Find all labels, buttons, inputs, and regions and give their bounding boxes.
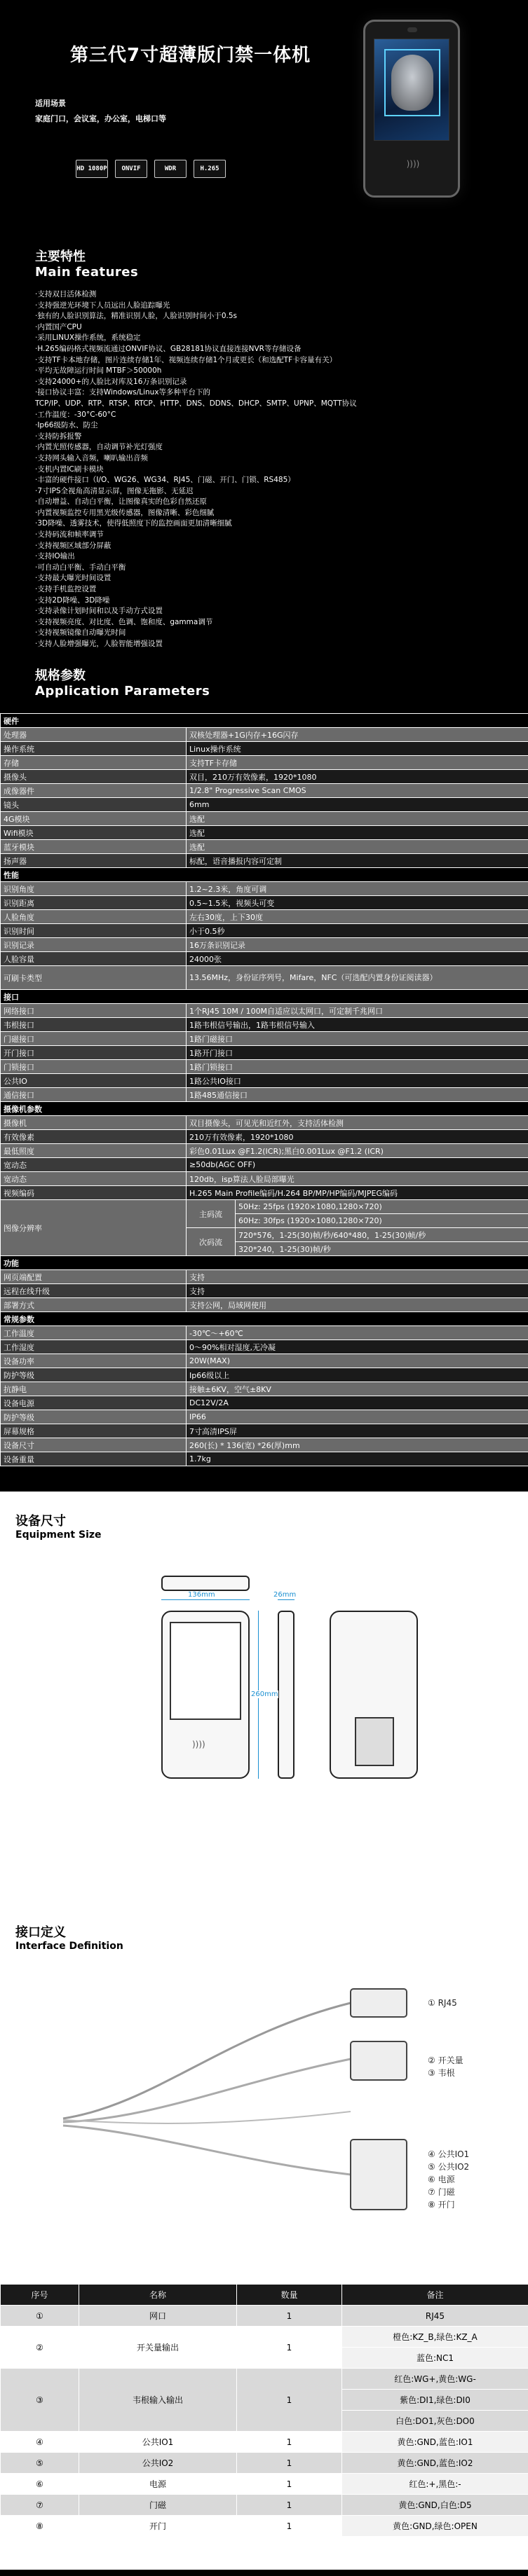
spec-key: 4G模块: [1, 812, 187, 826]
port-notes-cell: 黄色:GND,绿色:OPEN: [342, 2516, 528, 2537]
spec-value: 1/2.8" Progressive Scan CMOS: [187, 784, 528, 798]
hero-title: 第三代7寸超薄版门禁一体机: [70, 45, 311, 66]
spec-key: 设备重量: [1, 1452, 187, 1466]
feature-item: ·支持视频镜像自动曝光时间: [35, 628, 126, 638]
spec-row: [1, 1410, 528, 1424]
spec-key: 操作系统: [1, 742, 187, 756]
spec-value: 1路公共IO接口: [187, 1074, 528, 1088]
spec-value: 支持TF卡存储: [187, 756, 528, 770]
spec-value: H.265 Main Profile编码/H.264 BP/MP/HP编码/MJPEG编码: [187, 1186, 528, 1200]
spec-category-label: 功能: [1, 1256, 528, 1270]
port-row: [1, 2432, 528, 2453]
feature-item: ·自动增益、自动白平衡，让图像真实的色彩自然还原: [35, 497, 207, 507]
port-name-cell: 公共IO2: [79, 2453, 237, 2474]
feature-item: ·支持码流和帧率调节: [35, 530, 104, 539]
hd-1080p-badge: HD 1080P: [76, 160, 108, 178]
spec-row: [1, 952, 528, 966]
spec-row: [1, 1144, 528, 1158]
spec-key: 通信接口: [1, 1088, 187, 1102]
port-no-cell: ④: [1, 2432, 79, 2453]
spec-row: [1, 1060, 528, 1074]
spec-key: 识别角度: [1, 882, 187, 896]
spec-value: 1路韦根信号输出，1路韦根信号输入: [187, 1018, 528, 1032]
spec-row: [1, 1340, 528, 1354]
spec-row: [1, 1088, 528, 1102]
spec-row: [1, 1186, 528, 1200]
port-qty-cell: 1: [237, 2369, 342, 2432]
spec-category-row: [1, 1312, 528, 1326]
spec-row: [1, 1452, 528, 1466]
height-dimension-label: 260mm: [251, 1690, 278, 1698]
spec-value: 0～90%相对湿度,无冷凝: [187, 1340, 528, 1354]
spec-value: 双核处理器+1G内存+16G闪存: [187, 728, 528, 742]
spec-row: [1, 896, 528, 910]
spec-sub-key: 次码流: [187, 1228, 236, 1256]
spec-row: [1, 1284, 528, 1298]
feature-item: ·支持手机监控设置: [35, 585, 97, 594]
spec-row: [1, 1354, 528, 1368]
port-notes-cell: 黄色:GND,白色:D5: [342, 2495, 528, 2516]
port-qty-cell: 1: [237, 2495, 342, 2516]
spec-category-row: [1, 868, 528, 882]
spec-key: 门锁接口: [1, 1060, 187, 1074]
spec-key: 存储: [1, 756, 187, 770]
feature-item: ·支持强逆光环境下人员远出人脸追踪曝光: [35, 301, 170, 310]
port-header-cell: 序号: [1, 2285, 79, 2306]
feature-item: ·独有的人脸识别算法，精准识别人脸，人脸识别时间小于0.5s: [35, 312, 238, 321]
spec-category-row: [1, 1102, 528, 1116]
specs-header: [0, 657, 528, 713]
spec-key: 蓝牙模块: [1, 840, 187, 854]
interface-cable-diagram: [49, 1964, 484, 2245]
spec-key: 有效像素: [1, 1130, 187, 1144]
spec-row: [1, 1116, 528, 1130]
feature-item: ·支持视频亮度、对比度、色调、饱和度、gamma调节: [35, 617, 213, 626]
spec-row: [1, 882, 528, 896]
dimensions-title-en: Equipment Size: [15, 1529, 102, 1541]
front-view-outline: [161, 1611, 250, 1779]
spec-key: 抗静电: [1, 1382, 187, 1396]
spec-key: 识别距离: [1, 896, 187, 910]
onvif-badge: ONVIF: [115, 160, 147, 178]
feature-item: ·可自动白平衡、手动白平衡: [35, 563, 126, 572]
feature-item: ·工作温度：-30°C-60°C: [35, 410, 116, 419]
port-header-cell: 备注: [342, 2285, 528, 2306]
feature-item: ·接口协议丰富：支持Windows/Linux等多种平台下的: [35, 388, 211, 397]
port-name-cell: 韦根输入输出: [79, 2369, 237, 2432]
port-no-cell: ①: [1, 2306, 79, 2327]
spec-value: 1.2~2.3米，角度可调: [187, 882, 528, 896]
feature-item: ·支机内置IC刷卡模块: [35, 464, 104, 474]
spec-category-row: [1, 714, 528, 728]
spec-value: 支持: [187, 1270, 528, 1284]
specs-table: [0, 713, 528, 1466]
spec-category-label: 常规参数: [1, 1312, 528, 1326]
feature-item: ·内置视频监控专用黑光级传感器，图像清晰、彩色细腻: [35, 508, 215, 517]
spec-row: [1, 798, 528, 812]
feature-item: ·支持24000+的人脸比对库及16万条识别记录: [35, 377, 187, 386]
spec-value: 13.56MHz，身份证序列号，Mifare，NFC（可选配内置身份证阅读器）: [187, 966, 528, 990]
spec-value: 1路门锁接口: [187, 1060, 528, 1074]
spec-row: [1, 812, 528, 826]
feature-item: ·支持双目活体检测: [35, 290, 97, 298]
feature-item: ·支持IO输出: [35, 552, 75, 561]
feature-item: ·采用LINUX操作系统，系统稳定: [35, 333, 141, 343]
spec-key: 可刷卡类型: [1, 966, 187, 990]
spec-value: -30℃～+60℃: [187, 1326, 528, 1340]
feature-badges: [76, 160, 226, 178]
spec-category-label: 硬件: [1, 714, 528, 728]
port-row: [1, 2453, 528, 2474]
spec-row: [1, 854, 528, 868]
spec-value: 24000张: [187, 952, 528, 966]
feature-item: ·7寸IPS全视角高清显示屏，图像无拖影、无延迟: [35, 486, 194, 495]
interface-label-rj45: ① RJ45: [428, 1998, 457, 2008]
spec-key: 镜头: [1, 798, 187, 812]
interface-section: [0, 1908, 528, 2281]
spec-category-row: [1, 990, 528, 1004]
spec-value: Ip66级以上: [187, 1368, 528, 1382]
spec-value: 720*576，1-25(30)帧/秒/640*480，1-25(30)帧/秒: [236, 1228, 528, 1242]
spec-key: 工作温度: [1, 1326, 187, 1340]
spec-key: 远程在线升级: [1, 1284, 187, 1298]
spec-row: [1, 1438, 528, 1452]
spec-value: 1路485通信接口: [187, 1088, 528, 1102]
spec-row: [1, 1396, 528, 1410]
depth-dimension-label: 26mm: [273, 1591, 297, 1599]
interface-title-en: Interface Definition: [15, 1941, 123, 1952]
port-definition-table: [0, 2284, 528, 2537]
spec-value: 120db，isp算法人脸局部曝光: [187, 1172, 528, 1186]
width-dimension-label: 136mm: [188, 1591, 215, 1599]
spec-sub-key: 主码流: [187, 1200, 236, 1228]
h265-badge: H.265: [194, 160, 226, 178]
spec-category-label: 性能: [1, 868, 528, 882]
spec-value: 彩色0.01Lux @F1.2(ICR);黑白0.001Lux @F1.2 (ICR): [187, 1144, 528, 1158]
port-no-cell: ③: [1, 2369, 79, 2432]
feature-item: ·平均无故障运行时间 MTBF＞50000h: [35, 366, 162, 376]
interface-label-door-open: ⑧ 开门: [428, 2200, 455, 2210]
spec-row: [1, 1298, 528, 1312]
spec-key: 工作湿度: [1, 1340, 187, 1354]
spec-value: 1路门磁接口: [187, 1032, 528, 1046]
feature-item: ·内置光照传感器，自动调节补光灯强度: [35, 443, 163, 452]
spec-key: 识别记录: [1, 938, 187, 952]
spec-category-label: 接口: [1, 990, 528, 1004]
spec-row: [1, 1004, 528, 1018]
port-qty-cell: 1: [237, 2516, 342, 2537]
spec-row: [1, 1158, 528, 1172]
spec-key: 防护等级: [1, 1410, 187, 1424]
feature-item: ·支持TF卡本地存储，图片连续存储1年、视频连续存储1个月或更长（和选配TF卡容量有关）: [35, 355, 337, 364]
top-view-outline: [161, 1576, 250, 1591]
spec-key: 宽动态: [1, 1172, 187, 1186]
port-notes-cell: 红色:+,黑色:-: [342, 2474, 528, 2495]
spec-value: 0.5~1.5米，视频头可变: [187, 896, 528, 910]
spec-value: 1个RJ45 10M / 100M自适应以太网口，可定制千兆网口: [187, 1004, 528, 1018]
features-list: [35, 289, 528, 650]
spec-key: 图像分辨率: [1, 1200, 187, 1256]
features-title-cn: 主要特性: [35, 249, 86, 264]
spec-row: [1, 910, 528, 924]
interface-label-power: ⑥ 电源: [428, 2175, 455, 2184]
feature-item: ·丰富的硬件接口（I/O、WG26、WG34、RJ45、门磁、开门、门锁、RS485）: [35, 476, 295, 485]
spec-key: Wifi模块: [1, 826, 187, 840]
feature-item: ·支持录像计划时间和以及手动方式设置: [35, 607, 163, 616]
nfc-icon: )))): [192, 1740, 205, 1749]
spec-value: 7寸高清IPS屏: [187, 1424, 528, 1438]
nfc-icon: )))): [406, 159, 420, 169]
spec-value: 小于0.5秒: [187, 924, 528, 938]
feature-item: ·内置国产CPU: [35, 322, 82, 331]
port-no-cell: ⑥: [1, 2474, 79, 2495]
spec-value: 20W(MAX): [187, 1354, 528, 1368]
spec-value: 标配，语音播报内容可定制: [187, 854, 528, 868]
spec-value: 6mm: [187, 798, 528, 812]
port-notes-cell: RJ45: [342, 2306, 528, 2327]
spec-key: 最低照度: [1, 1144, 187, 1158]
spec-key: 韦根接口: [1, 1018, 187, 1032]
spec-value: 320*240，1-25(30)帧/秒: [236, 1242, 528, 1256]
spec-row: [1, 1368, 528, 1382]
feature-item: ·支持防拆报警: [35, 432, 82, 441]
port-no-cell: ⑤: [1, 2453, 79, 2474]
spec-key: 防护等级: [1, 1368, 187, 1382]
spec-category-row: [1, 1256, 528, 1270]
spec-row: [1, 1424, 528, 1438]
spec-key: 公共IO: [1, 1074, 187, 1088]
spec-key: 识别时间: [1, 924, 187, 938]
spec-value: 左右30度，上下30度: [187, 910, 528, 924]
feature-item: ·支持视频区域部分屏蔽: [35, 541, 111, 550]
spec-row: [1, 840, 528, 854]
spec-key: 屏幕规格: [1, 1424, 187, 1438]
port-qty-cell: 1: [237, 2327, 342, 2369]
port-row: [1, 2474, 528, 2495]
spec-value: 16万条识别记录: [187, 938, 528, 952]
port-name-cell: 网口: [79, 2306, 237, 2327]
port-row: [1, 2306, 528, 2327]
port-notes-cell: 橙色:KZ_B,绿色:KZ_A: [342, 2327, 528, 2348]
spec-key: 视频编码: [1, 1186, 187, 1200]
port-notes-cell: 黄色:GND,蓝色:IO1: [342, 2432, 528, 2453]
hero-section: [0, 0, 528, 209]
spec-row: [1, 938, 528, 952]
port-no-cell: ②: [1, 2327, 79, 2369]
spec-key: 人脸容量: [1, 952, 187, 966]
port-table-section: [0, 2281, 528, 2570]
port-name-cell: 公共IO1: [79, 2432, 237, 2453]
spec-value: 260(长) * 136(宽) *26(厚)mm: [187, 1438, 528, 1452]
port-row: [1, 2495, 528, 2516]
port-row: [1, 2516, 528, 2537]
port-row: [1, 2327, 528, 2348]
spec-key: 门磁接口: [1, 1032, 187, 1046]
port-qty-cell: 1: [237, 2474, 342, 2495]
spec-value: 210万有效像素，1920*1080: [187, 1130, 528, 1144]
spec-value: 60Hz: 30fps (1920×1080,1280×720): [236, 1214, 528, 1228]
feature-item: ·支持最大曝光时间设置: [35, 574, 111, 583]
port-row: [1, 2369, 528, 2390]
port-qty-cell: 1: [237, 2432, 342, 2453]
face-icon: [391, 55, 433, 111]
feature-item: ·H.265编码格式视频流通过ONVIF协议、GB28181协议直接连接NVR等存储设备: [35, 344, 302, 353]
specs-title-en: Application Parameters: [35, 684, 210, 698]
spec-key: 摄像头: [1, 770, 187, 784]
spec-row: [1, 742, 528, 756]
feature-item: ·支持人脸增强曝光，人脸智能增强设置: [35, 640, 163, 648]
device-product-image: [363, 20, 460, 198]
side-view-outline: [278, 1611, 295, 1779]
interface-title-cn: 接口定义: [15, 1925, 66, 1940]
port-header-cell: 数量: [237, 2285, 342, 2306]
port-name-cell: 门磁: [79, 2495, 237, 2516]
spec-row: [1, 826, 528, 840]
feature-item: ·支持2D降噪、3D降噪: [35, 595, 110, 605]
spec-value: 50Hz: 25fps (1920×1080,1280×720): [236, 1200, 528, 1214]
spec-row: [1, 1200, 528, 1214]
camera-lens-icon: [407, 27, 417, 32]
port-notes-cell: 黄色:GND,蓝色:IO2: [342, 2453, 528, 2474]
port-qty-cell: 1: [237, 2453, 342, 2474]
spec-value: 选配: [187, 840, 528, 854]
interface-label-wiegand: ③ 韦根: [428, 2068, 455, 2078]
spec-value: 1路开门接口: [187, 1046, 528, 1060]
features-title-en: Main features: [35, 265, 139, 280]
interface-label-door-sensor: ⑦ 门磁: [428, 2187, 455, 2197]
spec-value: 选配: [187, 826, 528, 840]
spec-key: 扬声器: [1, 854, 187, 868]
feature-item: ·Ip66级防水、防尘: [35, 421, 98, 430]
spec-key: 设备功率: [1, 1354, 187, 1368]
port-no-cell: ⑧: [1, 2516, 79, 2537]
spec-value: ≥50db(AGC OFF): [187, 1158, 528, 1172]
features-section: [0, 209, 528, 657]
port-notes-cell: 白色:DO1,灰色:DO0: [342, 2411, 528, 2432]
spec-key: 设备电源: [1, 1396, 187, 1410]
spec-row: [1, 1382, 528, 1396]
dimensions-section: [0, 1492, 528, 1908]
spec-key: 处理器: [1, 728, 187, 742]
spec-row: [1, 728, 528, 742]
spec-key: 摄像机: [1, 1116, 187, 1130]
port-notes-cell: 红色:WG+,黄色:WG-: [342, 2369, 528, 2390]
scene-label: 适用场景: [35, 99, 66, 108]
spec-row: [1, 1130, 528, 1144]
device-screen: [374, 39, 449, 141]
spec-key: 部署方式: [1, 1298, 187, 1312]
spec-key: 网络接口: [1, 1004, 187, 1018]
spec-key: 宽动态: [1, 1158, 187, 1172]
port-qty-cell: 1: [237, 2306, 342, 2327]
spec-value: 1.7kg: [187, 1452, 528, 1466]
spec-row: [1, 1046, 528, 1060]
port-table-header: [1, 2285, 528, 2306]
port-header-cell: 名称: [79, 2285, 237, 2306]
port-no-cell: ⑦: [1, 2495, 79, 2516]
specs-title-cn: 规格参数: [35, 668, 86, 683]
spec-row: [1, 1074, 528, 1088]
spec-value: 选配: [187, 812, 528, 826]
spec-value: 双目，210万有效像素，1920*1080: [187, 770, 528, 784]
spec-value: 支持公网，局域网使用: [187, 1298, 528, 1312]
spec-row: [1, 924, 528, 938]
spec-key: 人脸角度: [1, 910, 187, 924]
spec-key: 开门接口: [1, 1046, 187, 1060]
spec-row: [1, 1018, 528, 1032]
interface-label-io1: ④ 公共IO1: [428, 2149, 470, 2159]
feature-item: ·支持网头输入音频，喇叭输出音频: [35, 453, 148, 462]
spec-key: 网页端配置: [1, 1270, 187, 1284]
dimensions-title-cn: 设备尺寸: [15, 1514, 66, 1529]
feature-item: ·3D降噪、透雾技术，使得低照度下的监控画面更加清晰细腻: [35, 519, 232, 528]
port-name-cell: 开关量输出: [79, 2327, 237, 2369]
spec-row: [1, 1270, 528, 1284]
interface-label-switch: ② 开关量: [428, 2055, 463, 2065]
spec-value: 支持: [187, 1284, 528, 1298]
wdr-badge: WDR: [154, 160, 187, 178]
feature-item: TCP/IP、UDP、RTP、RTSP、RTCP、HTTP、DNS、DDNS、DHCP、SMTP、UPNP、MQTT协议: [35, 399, 357, 408]
spec-row: [1, 770, 528, 784]
spec-value: 接触±6KV，空气±8KV: [187, 1382, 528, 1396]
port-name-cell: 开门: [79, 2516, 237, 2537]
spec-row: [1, 756, 528, 770]
interface-label-io2: ⑤ 公共IO2: [428, 2162, 470, 2172]
spec-key: 设备尺寸: [1, 1438, 187, 1452]
port-notes-cell: 蓝色:NC1: [342, 2348, 528, 2369]
port-name-cell: 电源: [79, 2474, 237, 2495]
scene-text: 家庭门口，会议室，办公室，电梯口等: [35, 114, 166, 123]
spec-row: [1, 784, 528, 798]
spec-category-label: 摄像机参数: [1, 1102, 528, 1116]
port-notes-cell: 紫色:DI1,绿色:DI0: [342, 2390, 528, 2411]
spec-row: [1, 966, 528, 990]
spec-row: [1, 1326, 528, 1340]
spec-value: Linux操作系统: [187, 742, 528, 756]
back-view-outline: [330, 1611, 418, 1779]
spec-row: [1, 1032, 528, 1046]
spec-value: DC12V/2A: [187, 1396, 528, 1410]
spec-value: IP66: [187, 1410, 528, 1424]
spec-value: 双目摄像头，可见光和近红外，支持活体检测: [187, 1116, 528, 1130]
dimension-drawing: [140, 1562, 463, 1884]
spec-key: 成像器件: [1, 784, 187, 798]
spec-row: [1, 1172, 528, 1186]
